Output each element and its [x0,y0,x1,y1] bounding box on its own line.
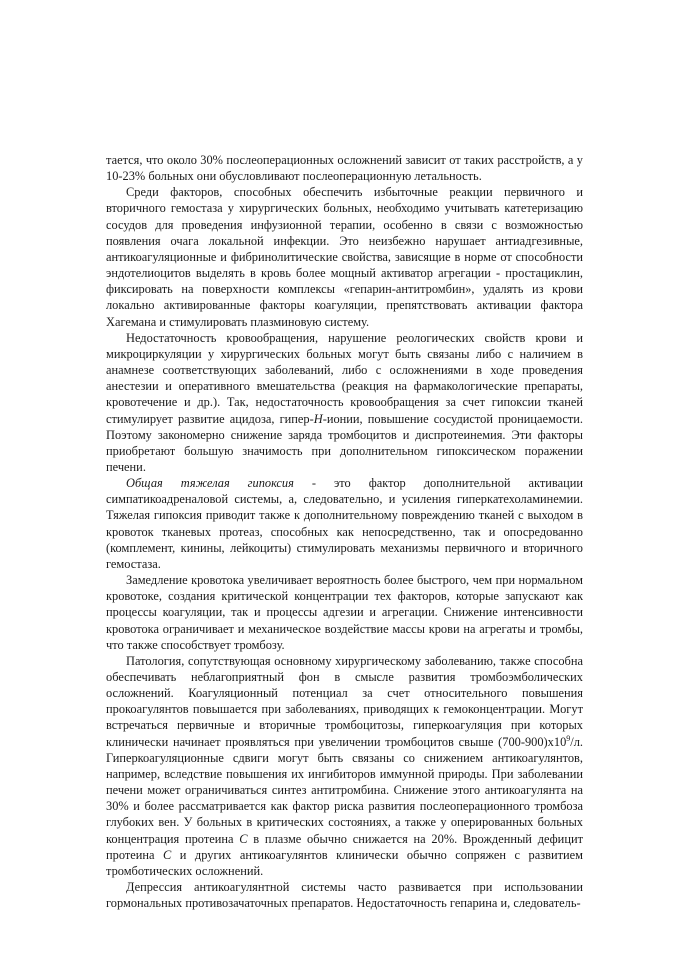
text-run: Патология, сопутствующая основному хирургическому заболеванию, также способна обеспечивать неблагоприятный фон в смысле развития тромбоэмболических осложнений. Коагуляционный потенциал за счет относительного повышения прокоагулянтов повышается при заболеваниях, приводящих к гемоконцентрации. Могут встречаться первичные и вторичные тромбоцитозы, гиперкоагуляция при которых клинически начинает проявляться при увеличении тромбоцитов свыше (700-900)х10 [106,653,583,749]
superscript-text: 9 [566,733,571,743]
paragraph [106,184,583,329]
paragraph [106,330,583,475]
paragraph [106,653,583,879]
text-run: Недостаточность кровообращения, нарушение реологических свойств крови и микроциркуляции у хирургических больных могут быть связаны либо с наличием в анамнезе соответствующих заболеваний, либо с осложнениями в ходе проведения анестезии и оперативного вмешательства (реакция на фармакологические препараты, кровотечение и др.). Так, недостаточность кровообращения за счет гипоксии тканей стимулирует развитие ацидоза, гипер- [106,330,583,426]
italic-text: H [313,411,323,426]
body-text [106,152,583,911]
text-run: Депрессия антикоагулянтной системы часто развивается при использовании гормональных противозачаточных препаратов. Недостаточность гепарина и, следователь- [106,880,583,911]
paragraph [106,879,583,911]
paragraph [106,475,583,572]
text-run: /л. Гиперкоагуляционные сдвиги могут быть связаны со снижением антикоагулянтов, например, вследствие повышения их ингибиторов иммунной природы. При заболевании печени может ограничиваться синтез антитромбина. Снижение этого антикоагулянта на 30% и более рассматривается как фактор риска развития послеоперационного тромбоза глубоких вен. У больных в критических состояниях, а также у оперированных больных концентрация протеина [106,734,583,846]
paragraph [106,152,583,184]
text-run: в плазме обычно снижается на 20%. Врожденный дефицит протеина [106,831,583,862]
italic-text: С [163,847,172,862]
text-run: Среди факторов, способных обеспечить избыточные реакции первичного и вторичного гемостаза у хирургических больных, необходимо учитывать катетеризацию сосудов для проведения инфузионной терапии, особенно в связи с возможностью появления очага локальной инфекции. Это неизбежно нарушает антиадгезивные, антикоагуляционные и фибринолитические свойства, зависящие в норме от способности эндотелиоцитов выделять в кровь более мощный активатор агрегации - простациклин, фиксировать на поверхности комплексы «гепарин-антитромбин», удалять из крови локально активированные факторы коагуляции, препятствовать активации фактора Хагемана и стимулировать плазминовую систему. [106,185,583,329]
text-run: -ионии, повышение сосудистой проницаемости. Поэтому закономерно снижение заряда тромбоцитов и диспротеинемия. Эти факторы приобретают большую значимость при дополнительном гипоксическом поражении печени. [106,411,583,474]
text-run: - это фактор дополнительной активации симпатикоадреналовой системы, а, следовательно, и усиления гиперкатехоламинемии. Тяжелая гипоксия приводит также к дополнительному повреждению тканей с выходом в кровоток тканевых протеаз, способных как непосредственно, так и опосредованно (комплемент, кинины, лейкоциты) стимулировать механизмы первичного и вторичного гемостаза. [106,476,583,571]
text-run: Замедление кровотока увеличивает вероятность более быстрого, чем при нормальном кровотоке, создания критической концентрации тех факторов, которые запускают как процессы коагуляции, так и процессы адгезии и агрегации. Снижение интенсивности кровотока ограничивает и механическое воздействие массы крови на агрегаты и тромбы, что также способствует тромбозу. [106,573,583,652]
text-run: тается, что около 30% послеоперационных осложнений зависит от таких расстройств, а у 10-23% больных они обусловливают послеоперационную летальность. [106,153,583,184]
italic-text: С [239,831,248,846]
text-run: и других антикоагулянтов клинически обычно сопряжен с развитием тромботических осложнений. [106,847,583,878]
italic-text: Общая тяжелая гипоксия [126,476,294,491]
paragraph [106,572,583,653]
